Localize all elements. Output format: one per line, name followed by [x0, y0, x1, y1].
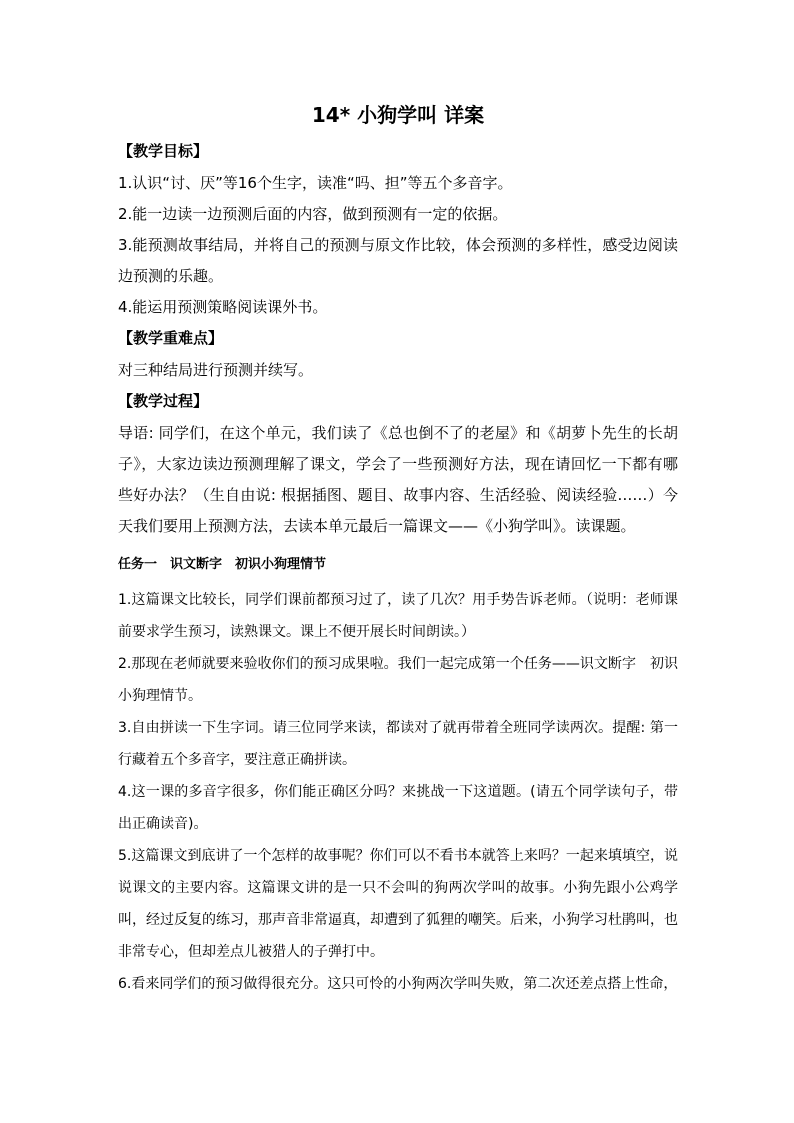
section-heading-process: 【教学过程】 [118, 392, 209, 410]
goal-item: 1.认识“讨、厌”等16个生字，读准“吗、担”等五个多音字。 [118, 174, 513, 192]
document-body [118, 100, 678, 1000]
task1-item: 1.这篇课文比较长，同学们课前都预习过了，读了几次？用手势告诉老师。（说明：老师课前要求学生预习，读熟课文。课上不便开展长时间朗读。） [118, 592, 678, 640]
task1-item: 2.那现在老师就要来验收你们的预习成果啦。我们一起完成第一个任务——识文断字 初识小狗理情节。 [118, 656, 678, 704]
intro-paragraph: 导语: 同学们，在这个单元，我们读了《总也倒不了的老屋》和《胡萝卜先生的长胡子》，大家边读边预测理解了课文，学会了一些预测好方法，现在请回忆一下都有哪些好办法？（生自由说: 根据插图、题目、故事内容、生活经验、阅读经验……）今天我们要用上预测方法，去读本单元最后一篇课文——《小狗学叫》。读课题。 [118, 424, 678, 535]
key-points-text: 对三种结局进行预测并续写。 [118, 361, 314, 379]
task1-item: 4.这一课的多音字很多，你们能正确区分吗？来挑战一下这道题。(请五个同学读句子，带出正确读音)。 [118, 784, 678, 832]
goal-item: 3.能预测故事结局，并将自己的预测与原文作比较，体会预测的多样性，感受边阅读边预测的乐趣。 [118, 236, 678, 285]
task1-item: 3.自由拼读一下生字词。请三位同学来读，都读对了就再带着全班同学读两次。提醒: 第一行藏着五个多音字，要注意正确拼读。 [118, 720, 678, 768]
goal-item: 4.能运用预测策略阅读课外书。 [118, 298, 328, 316]
document-title: 14* 小狗学叫 详案 [311, 103, 485, 127]
section-heading-goals: 【教学目标】 [118, 142, 209, 160]
section-heading-key-points: 【教学重难点】 [118, 329, 224, 347]
task1-item: 5.这篇课文到底讲了一个怎样的故事呢？你们可以不看书本就答上来吗？一起来填填空，说说课文的主要内容。这篇课文讲的是一只不会叫的狗两次学叫的故事。小狗先跟小公鸡学叫，经过反复的练习，那声音非常逼真，却遭到了狐狸的嘲笑。后来，小狗学习杜鹃叫，也非常专心，但却差点儿被猎人的子弹打中。 [118, 848, 678, 960]
task1-item: 6.看来同学们的预习做得很充分。这只可怜的小狗两次学叫失败，第二次还差点搭上性命， [118, 976, 678, 992]
task1-heading: 任务一 识文断字 初识小狗理情节 [118, 557, 327, 572]
goal-item: 2.能一边读一边预测后面的内容，做到预测有一定的依据。 [118, 205, 508, 223]
